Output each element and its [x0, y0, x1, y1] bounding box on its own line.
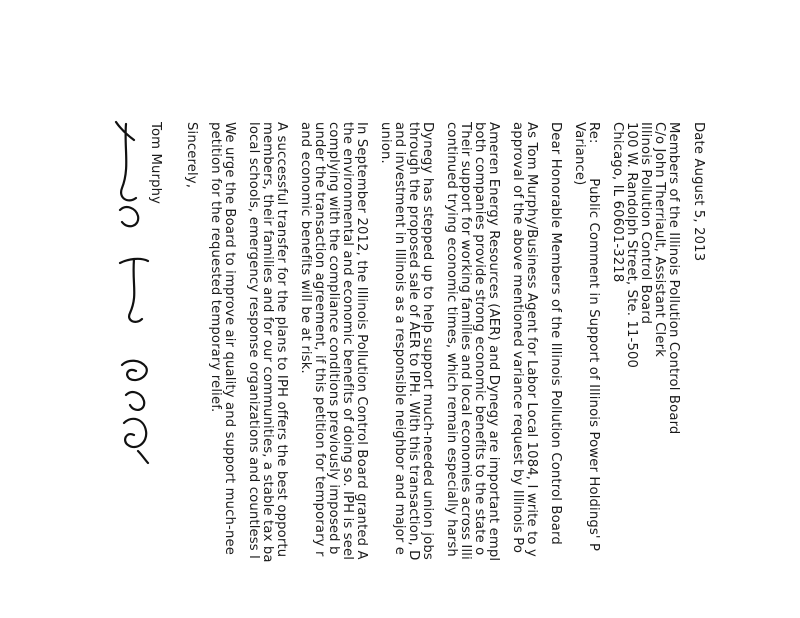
paragraph-2-line: continued trying economic times, which remain especially harsh: [444, 122, 459, 557]
re-line-2: Variance): [572, 122, 587, 186]
signer-name: Tom Murphy: [148, 122, 163, 205]
paragraph-3-line: Dynegy has stepped up to help support much-needed union jobs: [420, 122, 435, 560]
paragraph-2-line: Ameren Energy Resources (AER) and Dynegy are important empl: [486, 122, 501, 562]
paragraph-6-line: petition for the requested temporary relief.: [208, 122, 223, 413]
paragraph-4-line: complying with the compliance conditions previously imposed b: [326, 122, 341, 555]
address-line-5: Chicago, IL 60601-3218: [610, 122, 625, 283]
paragraph-1-line: As Tom Murphy/Business Agent for Labor Local 1084, I write to y: [524, 122, 539, 557]
re-line: [586, 122, 600, 551]
paragraph-4-line: and economic benefits will be at risk.: [298, 122, 313, 374]
re-label: Re:: [586, 122, 601, 144]
address-line-3: Illinois Pollution Control Board: [638, 122, 653, 325]
paragraph-4-line: under the transaction agreement, if this petition for temporary r: [312, 122, 327, 557]
paragraph-3-line: and investment in Illinois as a responsible neighbor and major e: [392, 122, 407, 556]
paragraph-4-line: the environmental and economic benefits of doing so. IPH is seel: [340, 122, 355, 561]
paragraph-2-line: Their support for working families and local economies across Illi: [458, 122, 473, 560]
paragraph-4-line: In September 2012, the Illinois Pollution Control Board granted A: [354, 122, 369, 560]
paragraph-5-line: A successful transfer for the plans to IPH offers the best opportu: [274, 122, 289, 558]
paragraph-1-line: approval of the above mentioned variance request by Illinois Po: [510, 122, 525, 554]
paragraph-5-line: members, their families and for our communities, a stable tax ba: [260, 122, 275, 563]
paragraph-5-line: local schools, emergency response organizations and countless l: [246, 122, 261, 559]
address-line-2: C/o John Therriault, Assistant Clerk: [652, 122, 667, 357]
address-line-1: Members of the Illinois Pollution Control Board: [666, 122, 681, 435]
paragraph-3-line: through the proposed sale of AER to IPH. With this transaction, D: [406, 122, 421, 561]
signature-initials-icon: [112, 118, 142, 238]
letter-date: Date August 5, 2013: [691, 122, 706, 262]
paragraph-2-line: both companies provide strong economic benefits to the state o: [472, 122, 487, 556]
re-subject: Public Comment in Support of Illinois Power Holdings' P: [586, 178, 601, 552]
salutation: Dear Honorable Members of the Illinois Pollution Control Board: [548, 122, 563, 545]
closing: Sincerely,: [184, 122, 199, 189]
paragraph-6-line: We urge the Board to improve air quality and support much-nee: [222, 122, 237, 555]
signature-icon: [118, 255, 152, 465]
paragraph-3-line: union.: [378, 122, 393, 164]
address-line-4: 100 W. Randolph Street, Ste. 11-500: [624, 122, 639, 369]
